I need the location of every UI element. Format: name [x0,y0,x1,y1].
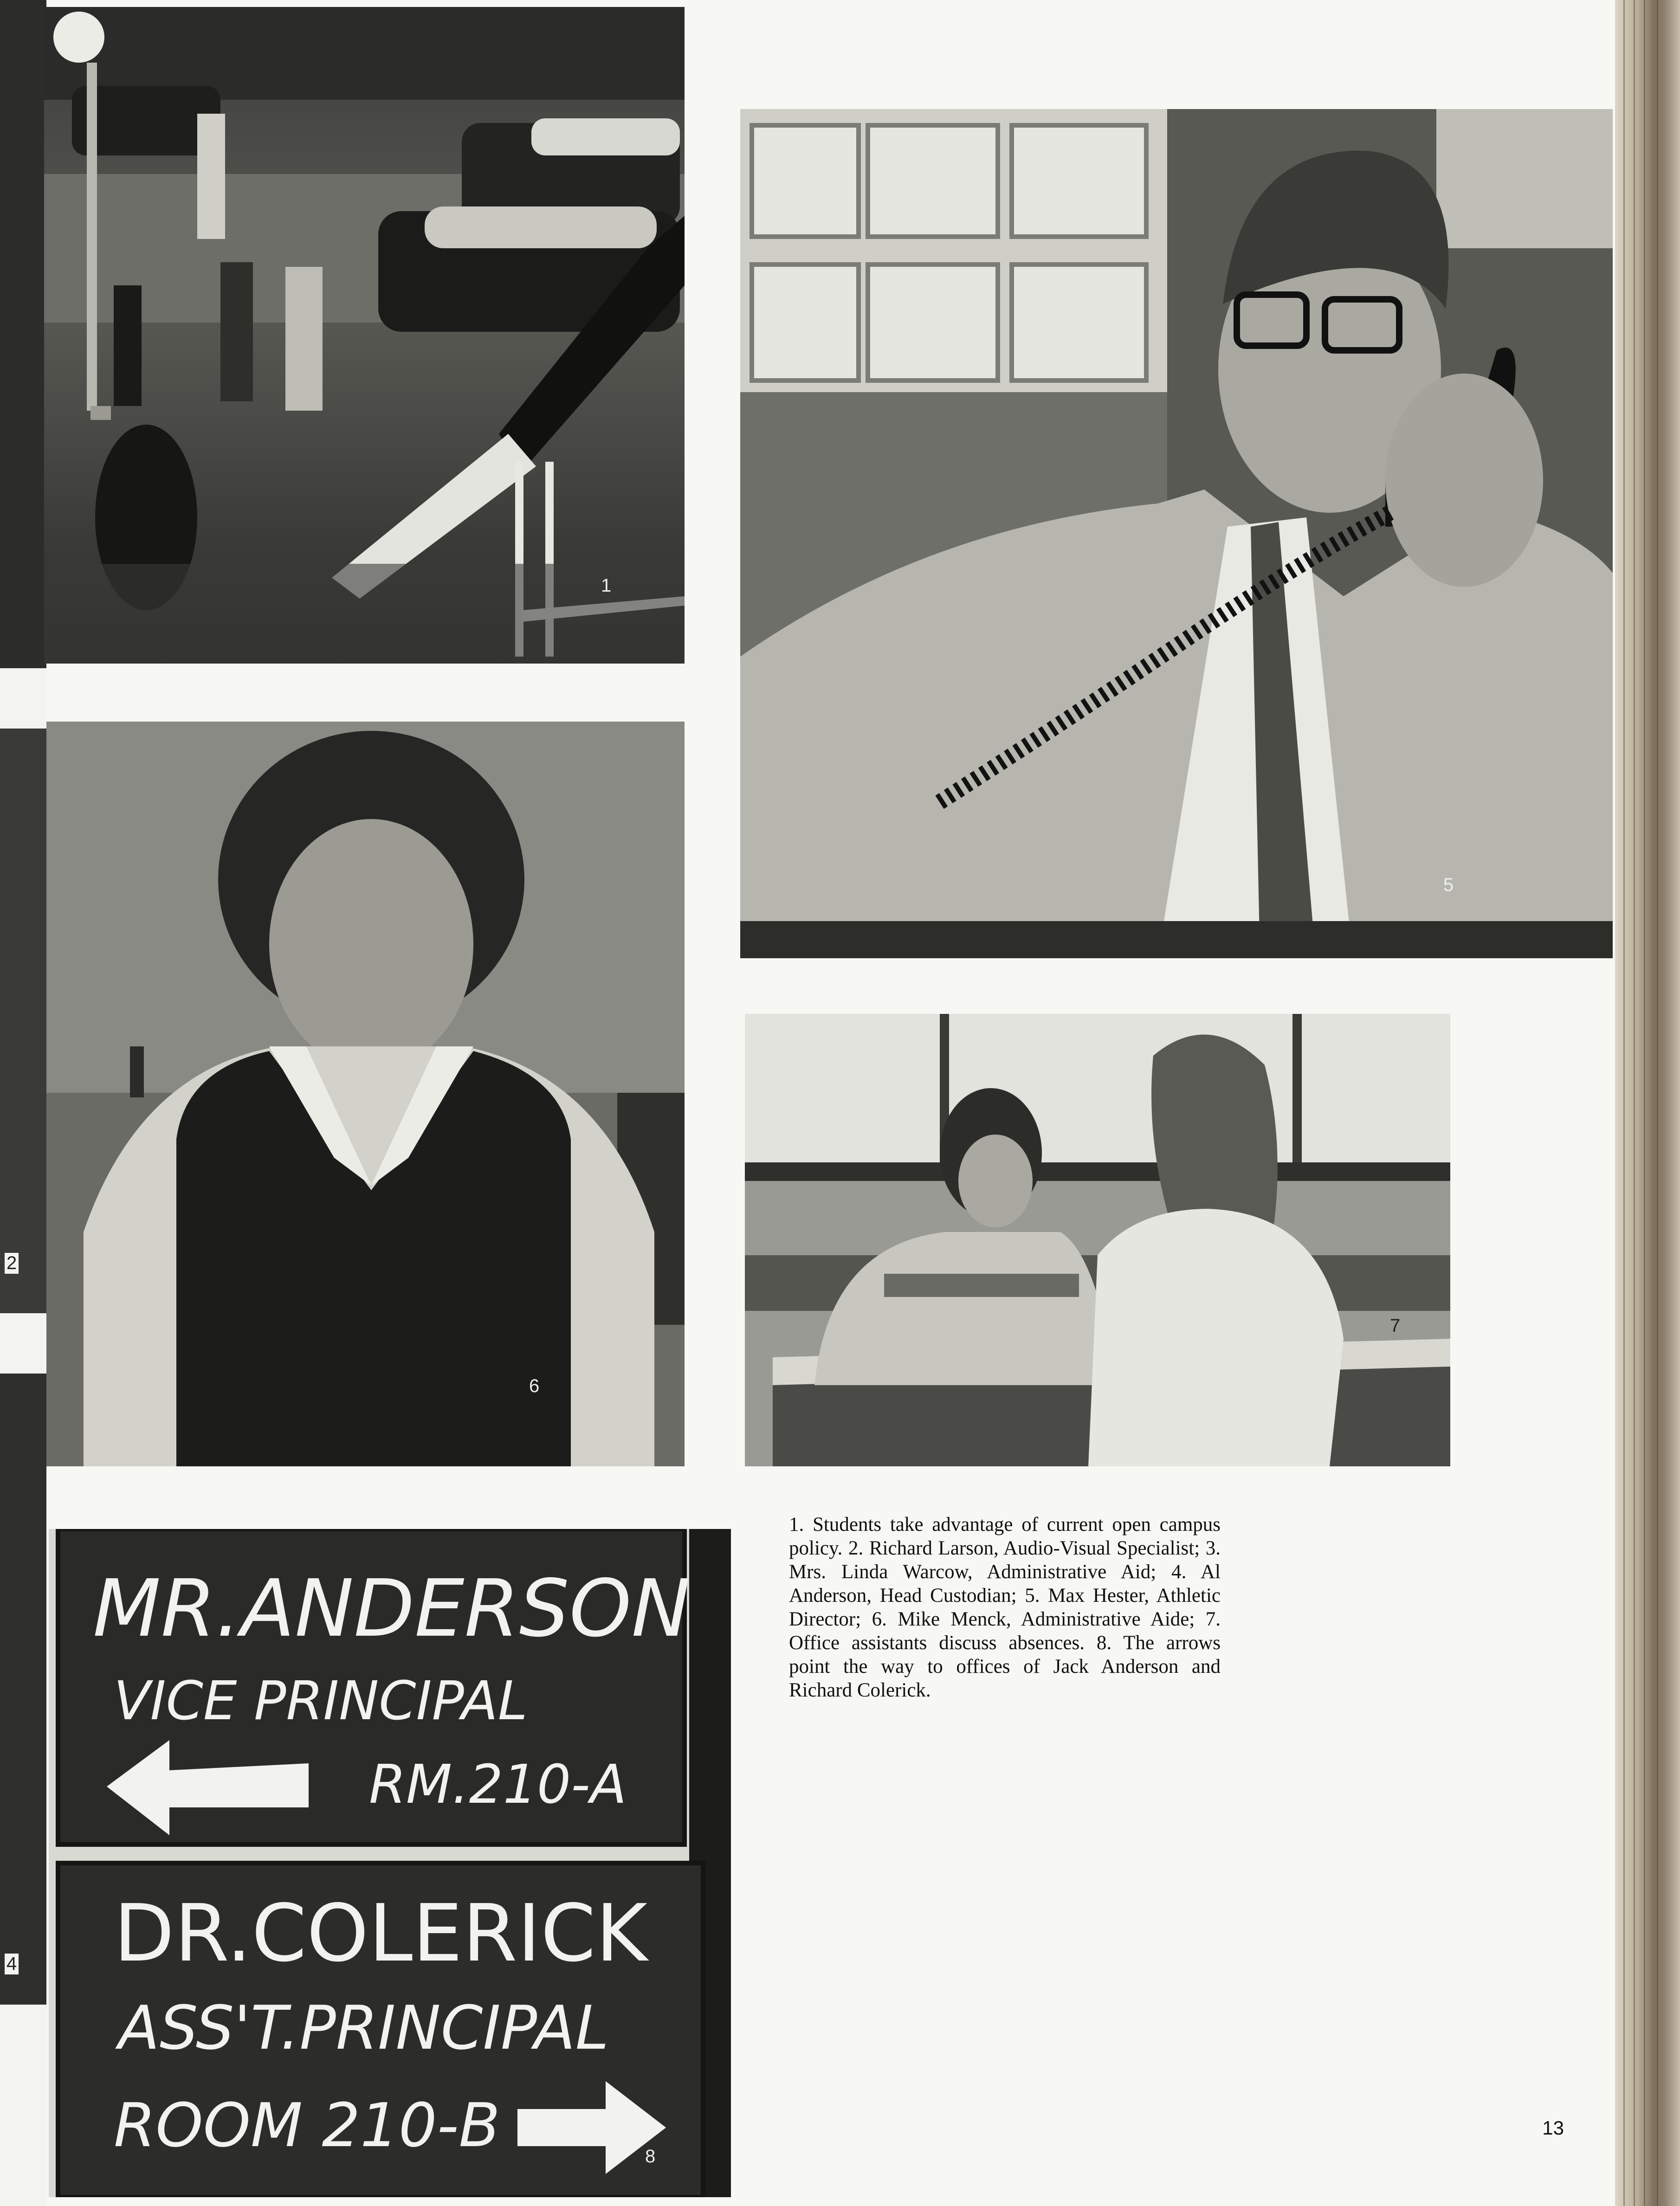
photo-number: 5 [1443,875,1454,895]
young-man-sweater-vest-photo [46,722,685,1466]
photo-6-young-man [46,722,685,1466]
sign-anderson-title: VICE PRINCIPAL [114,1670,528,1732]
sign-anderson-room: RM.210-A [369,1754,627,1816]
photo-8-office-signs [49,1529,731,2197]
book-binding [1615,0,1680,2206]
edge-photo-block [0,0,46,668]
photo-number: 8 [645,2146,656,2167]
page-number: 13 [1542,2117,1564,2139]
office-signs-photo [49,1529,731,2197]
photo-1-campus [44,7,685,664]
sign-colerick-room: ROOM 210-B [114,2090,500,2161]
edge-number: 2 [5,1253,19,1274]
edge-photo-block [0,729,46,1313]
sign-anderson-name: MR.ANDERSON [93,1563,691,1655]
photo-number: 7 [1390,1316,1401,1336]
photo-7-office-assistants [745,1014,1450,1466]
campus-parking-lot-photo [44,7,685,664]
office-desk-conversation-photo [745,1014,1450,1466]
edge-photo-block [0,1374,46,2005]
photo-5-man-on-phone [740,109,1613,958]
photo-number: 1 [601,575,612,596]
sign-colerick-name: DR.COLERICK [114,1888,648,1980]
edge-number: 4 [5,1954,19,1974]
photo-captions: 1. Students take advantage of current open campus policy. 2. Richard Larson, Audio-Visual Specialist; 3. Mrs. Linda Warcow, Administrative Aid; 4. Al Anderson, Head Custodian; 5. Max Hester, Athletic Director; 6. Mike Menck, Administrative Aide; 7. Office assistants discuss absences. 8. The arrows point the way to offices of Jack Anderson and Richard Colerick. [789,1514,1221,1701]
sign-colerick-title: ASS'T.PRINCIPAL [118,1993,609,2063]
facing-page-edge [0,0,46,2206]
photo-number: 6 [529,1376,540,1396]
man-on-telephone-photo [740,109,1613,958]
